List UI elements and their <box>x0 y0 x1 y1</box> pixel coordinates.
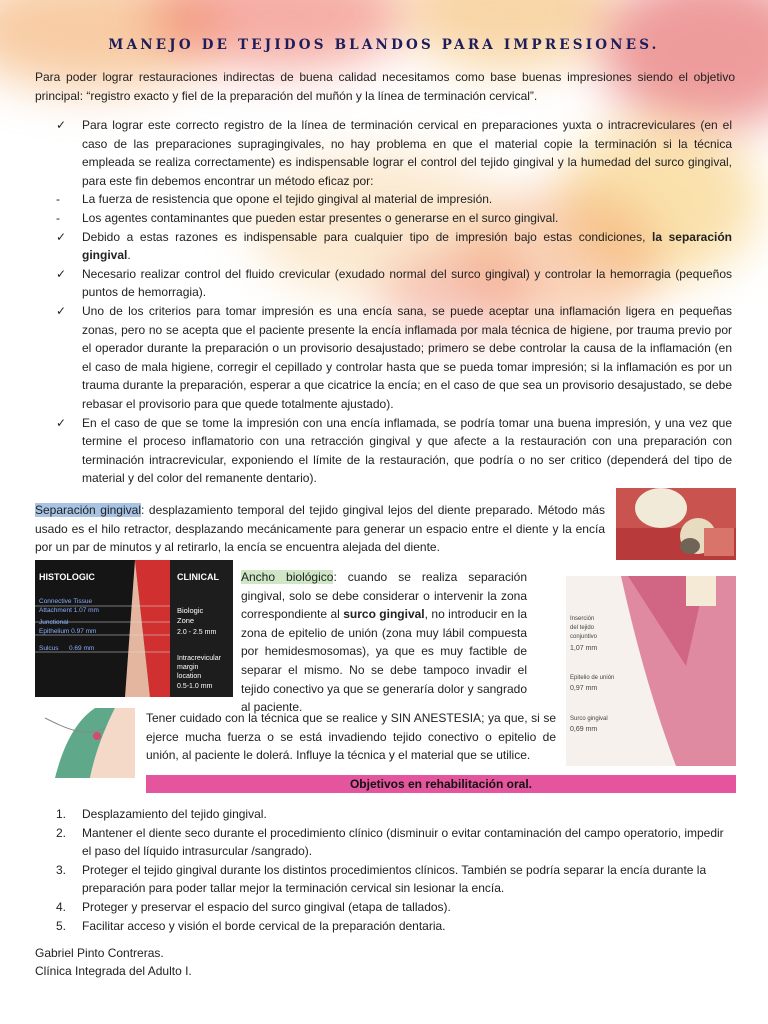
list-item: 4. Proteger y preservar el espacio del surco gingival (etapa de tallados). <box>56 899 451 914</box>
check-icon: ✓ <box>56 415 67 430</box>
ct-attach: Attachment 1.07 mm <box>39 607 99 614</box>
cuidado-paragraph: Tener cuidado con la técnica que se realice y SIN ANESTESIA; ya que, si se ejerce mucha fuerza o se está invadiendo tejido conectivo o epitelio de unión, al paciente le dolerá. Influye la técnica y el material que se utilice. <box>146 711 556 763</box>
biologic-label: Biologic <box>177 606 204 615</box>
ins-e1: Epitelio de unión <box>570 675 615 681</box>
page-title: MANEJO DE TEJIDOS BLANDOS PARA IMPRESIONES. <box>108 37 660 53</box>
check-icon: ✓ <box>56 229 67 244</box>
list-item: 5. Facilitar acceso y visión el borde cervical de la preparación dentaria. <box>56 918 446 933</box>
insertion-diagram <box>566 576 736 766</box>
zone-value: 2.0 - 2.5 mm <box>177 629 217 636</box>
list-item: ✓ Uno de los criterios para tomar impresión es una encía sana, se puede aceptar una inflamación ligera en pequeñas zonas, pero no se acepta que el paciente presente la encía inflamada por mala técnica de higiene, por trauma previo por el operador durante la preparación o un provisorio desajustado; primero se debe controlar la causa de la inflamación (en el caso de mala higiene, corregir el cepillado y controlar hasta que se pueda tomar impresión; si la inflamación es por un trauma durante la preparación, esperar a que cicatrice la encía; en el caso de que sea un provisorio desajustado, se debe rebasar el provisorio para que quede totalmente ajustado). <box>56 303 732 411</box>
ins-v3: 0,69 mm <box>570 726 598 733</box>
ins-v2: 0,97 mm <box>570 685 598 692</box>
je-label: Junctional <box>39 619 69 626</box>
list-item: 2. Mantener el diente seco durante el procedimiento clínico (disminuir o evitar contaminación del campo operatorio, impedir el paso del líquido intrasurcular /sangrado). <box>56 825 724 859</box>
location-value: 0.5-1.0 mm <box>177 683 213 690</box>
ins-v1: 1,07 mm <box>570 645 598 652</box>
ct-label: Connective Tissue <box>39 598 93 605</box>
dash-icon: - <box>56 210 60 225</box>
margin-label: margin <box>177 664 199 671</box>
histologic-diagram <box>35 560 233 697</box>
check-icon: ✓ <box>56 303 67 318</box>
check-icon: ✓ <box>56 266 67 281</box>
ancho-paragraph: Ancho biológico: cuando se realiza separación gingival, solo se debe considerar o intervenir la zona correspondiente al surco gingival, no introducir en la zona de epitelio de unión (zona muy lábil compuesta por hemidesmosomas), ya que es muy factible de separar el mismo. No se debe tampoco invadir el tejido conectivo ya que se generaría dolor y sangrado al paciente. <box>241 570 528 715</box>
list-item: 3. Proteger el tejido gingival durante los distintos procedimientos clínicos. También se podría separar la encía durante la preparación para poder tallar mejor la terminación cervical sin lesionar la encía. <box>56 862 707 896</box>
ins-l3: conjuntivo <box>570 634 598 640</box>
list-item: ✓ En el caso de que se tome la impresión con una encía inflamada, se podría tomar una buena impresión, y una vez que termine el proceso inflamatorio con una retracción gingival y que afecte a la restauración con una preparación con terminación intracrevicular, exponiendo el límite de la restauración, que podría o no ser critico (dependerá del tipo de material y del color del remanente dentario). <box>56 415 732 486</box>
location-label: location <box>177 673 202 680</box>
separacion-paragraph: Separación gingival: desplazamiento temporal del tejido gingival lejos del diente preparado. Método más usado es el hilo retractor, desplazando mecánicamente para generar un espacio entre el diente y la encía por un par de minutos y al retirarlo, la encía se encuentra alejada del diente. <box>35 503 605 555</box>
ins-l2: del tejido <box>570 625 595 631</box>
histologic-title: HISTOLOGIC <box>39 572 95 582</box>
list-item: 1. Desplazamiento del tejido gingival. <box>56 807 267 821</box>
list-item: ✓ Debido a estas razones es indispensable para cualquier tipo de impresión bajo estas condiciones, la separación gingival. <box>56 229 732 263</box>
separacion-term: Separación gingival <box>35 503 141 517</box>
je-value: Epithelium 0.97 mm <box>39 628 97 635</box>
course-name: Clínica Integrada del Adulto I. <box>35 964 192 978</box>
author-name: Gabriel Pinto Contreras. <box>35 946 164 960</box>
list-item: - La fuerza de resistencia que opone el tejido gingival al material de impresión. <box>56 190 732 209</box>
list-item: ✓ Necesario realizar control del fluido crevicular (exudado normal del surco gingival) y controlar la hemorragia (pequeños puntos de hemorragia). <box>56 266 732 300</box>
retraction-cord-illustration <box>35 708 137 778</box>
objetivos-banner: Objetivos en rehabilitación oral. <box>146 775 736 793</box>
zone-label: Zone <box>177 616 195 625</box>
bullet-list <box>56 116 732 488</box>
list-item: - Los agentes contaminantes que pueden estar presentes o generarse en el surco gingival. <box>56 209 732 228</box>
sulcus-value: 0.69 mm <box>69 645 95 652</box>
list-item: ✓ Para lograr este correcto registro de la línea de terminación cervical en preparaciones yuxta o intracreviculares (en el caso de las preparaciones supragingivales, no hay problema en que el material copie la terminación si la técnica empleada se realiza correctamente) es indispensable lograr el control del tejido gingival y la humedad del surco gingival, para este fin debemos encontrar un método eficaz por: <box>56 118 732 188</box>
ancho-term: Ancho biológico <box>241 570 334 584</box>
objetivos-list <box>56 805 736 935</box>
tooth-photo <box>616 488 736 560</box>
ins-l1: Inserción <box>570 616 595 622</box>
dash-icon: - <box>56 192 60 207</box>
intro-paragraph: Para poder lograr restauraciones indirectas de buena calidad necesitamos como base buenas impresiones siendo el objetivo principal: “registro exacto y fiel de la preparación del muñón y la línea de terminación cervical”. <box>35 70 735 103</box>
clinical-title: CLINICAL <box>177 572 219 582</box>
check-icon: ✓ <box>56 118 67 132</box>
sulcus-label: Sulcus <box>39 645 59 652</box>
ins-s1: Surco gingival <box>570 716 608 722</box>
intra-label: Intracrevicular <box>177 655 221 662</box>
